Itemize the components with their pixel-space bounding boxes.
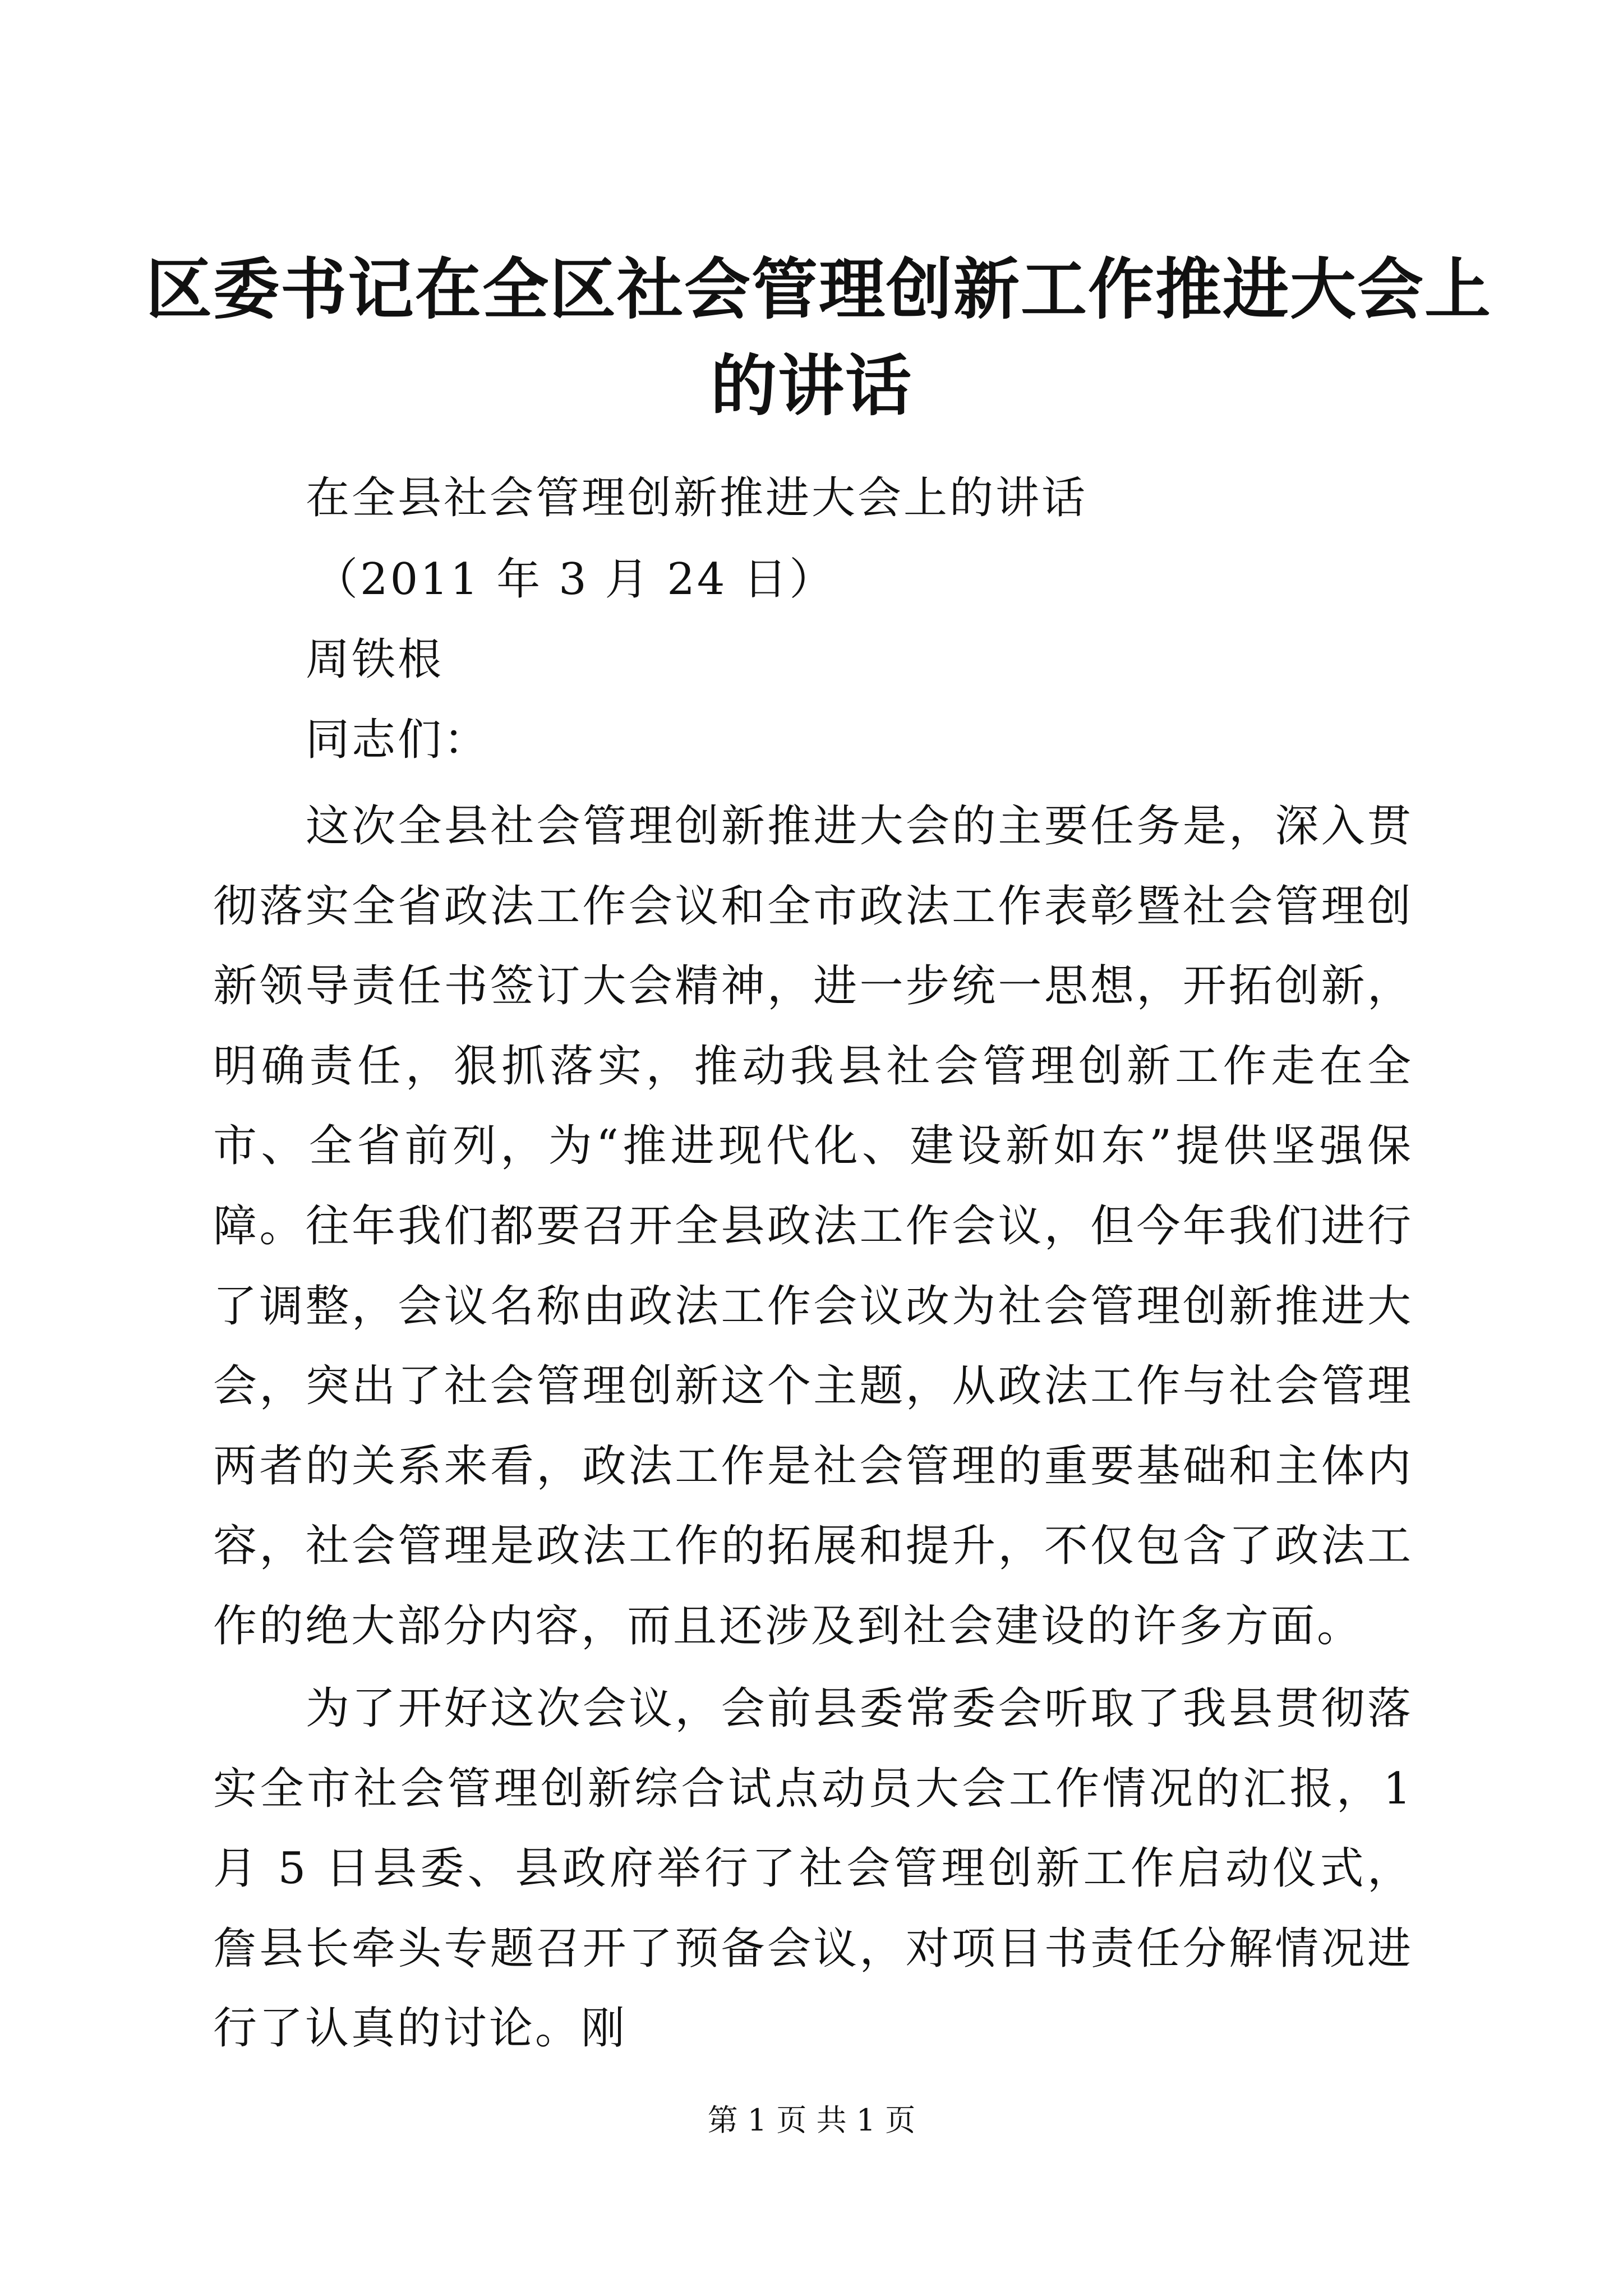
speech-greeting: 同志们： <box>306 715 490 765</box>
speech-subtitle: 在全县社会管理创新推进大会上的讲话 <box>306 473 1088 523</box>
speech-author: 周铁根 <box>306 634 444 685</box>
body-paragraph: 这次全县社会管理创新推进大会的主要任务是，深入贯彻落实全省政法工作会议和全市政法工作表彰暨社会管理创新领导责任书签订大会精神，进一步统一思想，开拓创新，明确责任，狠抓落实，推动我县社会管理创新工作走在全市、全省前列，为“推进现代化、建设新如东”提供坚强保障。往年我们都要召开全县政法工作会议，但今年我们进行了调整，会议名称由政法工作会议改为社会管理创新推进大会，突出了社会管理创新这个主题，从政法工作与社会管理两者的关系来看，政法工作是社会管理的重要基础和主体内容，社会管理是政法工作的拓展和提升，不仅包含了政法工作的绝大部分内容，而且还涉及到社会建设的许多方面。 <box>213 801 1413 1651</box>
body-paragraph: 为了开好这次会议，会前县委常委会听取了我县贯彻落实全市社会管理创新综合试点动员大会工作情况的汇报，1 月 5 日县委、县政府举行了社会管理创新工作启动仪式，詹县长牵头专题召开了预备会议，对项目书责任分解情况进行了认真的讨论。刚 <box>213 1683 1413 2054</box>
page-footer: 第 1 页 共 1 页 <box>707 2102 916 2138</box>
document-title <box>146 241 1492 434</box>
speech-date: （2011 年 3 月 24 日） <box>314 554 836 605</box>
title-line-2: 的讲话 <box>710 347 912 425</box>
title-line-1: 区委书记在全区社会管理创新工作推进大会上 <box>146 250 1492 328</box>
